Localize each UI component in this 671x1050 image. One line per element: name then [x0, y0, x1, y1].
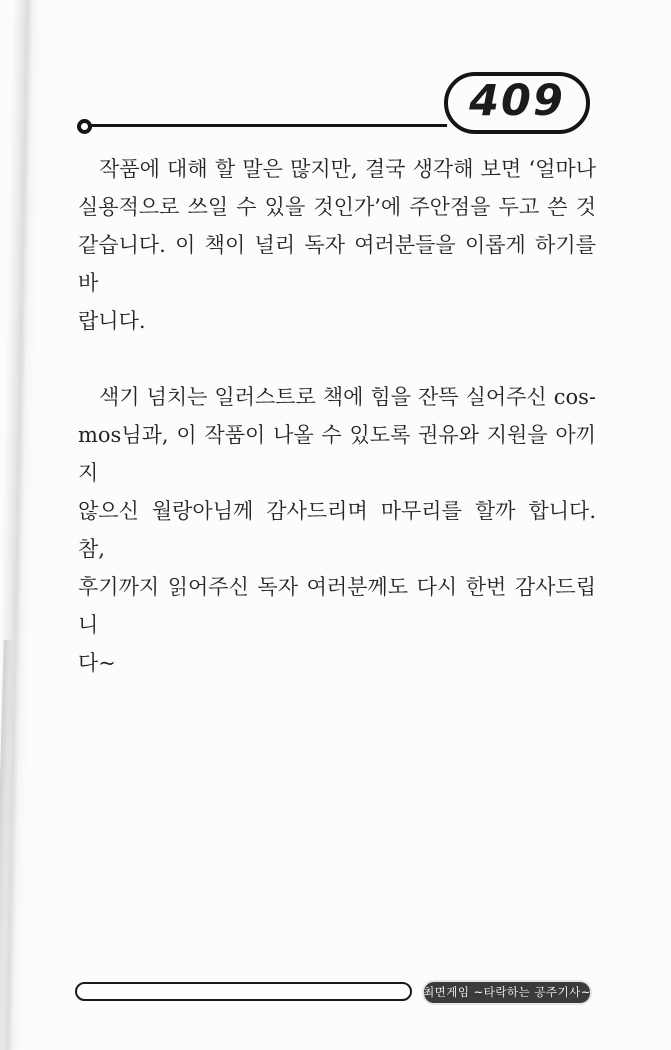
- text-line: 않으신 월랑아님께 감사드리며 마무리를 할까 합니다. 참,: [78, 499, 596, 561]
- footer-outline-pill: [75, 982, 412, 1001]
- header-rule-line: [89, 124, 447, 127]
- text-line: 작품에 대해 할 말은 많지만, 결국 생각해 보면 ‘얼마나: [99, 157, 596, 181]
- text-line: 후기까지 읽어주신 독자 여러분께도 다시 한번 감사드립니: [78, 575, 596, 637]
- page-number-badge: [444, 72, 590, 134]
- text-line: mos님과, 이 작품이 나올 수 있도록 권유와 지원을 아끼지: [78, 423, 596, 485]
- page-number: 409: [469, 76, 565, 126]
- paragraph: [78, 150, 596, 340]
- text-line: 색기 넘치는 일러스트로 책에 힘을 잔뜩 실어주신 cos-: [99, 385, 596, 409]
- text-line: 다~: [78, 651, 116, 675]
- text-line: 같습니다. 이 책이 널리 독자 여러분들을 이롭게 하기를 바: [78, 233, 596, 295]
- paragraph: [78, 378, 596, 682]
- book-title: 최면게임 ~타락하는 공주기사~: [423, 984, 591, 999]
- text-line: 실용적으로 쓰일 수 있을 것인가’에 주안점을 두고 쓴 것: [78, 195, 596, 219]
- text-line: 랍니다.: [78, 309, 146, 333]
- afterword-text: [78, 150, 596, 682]
- book-title-badge: [424, 982, 590, 1003]
